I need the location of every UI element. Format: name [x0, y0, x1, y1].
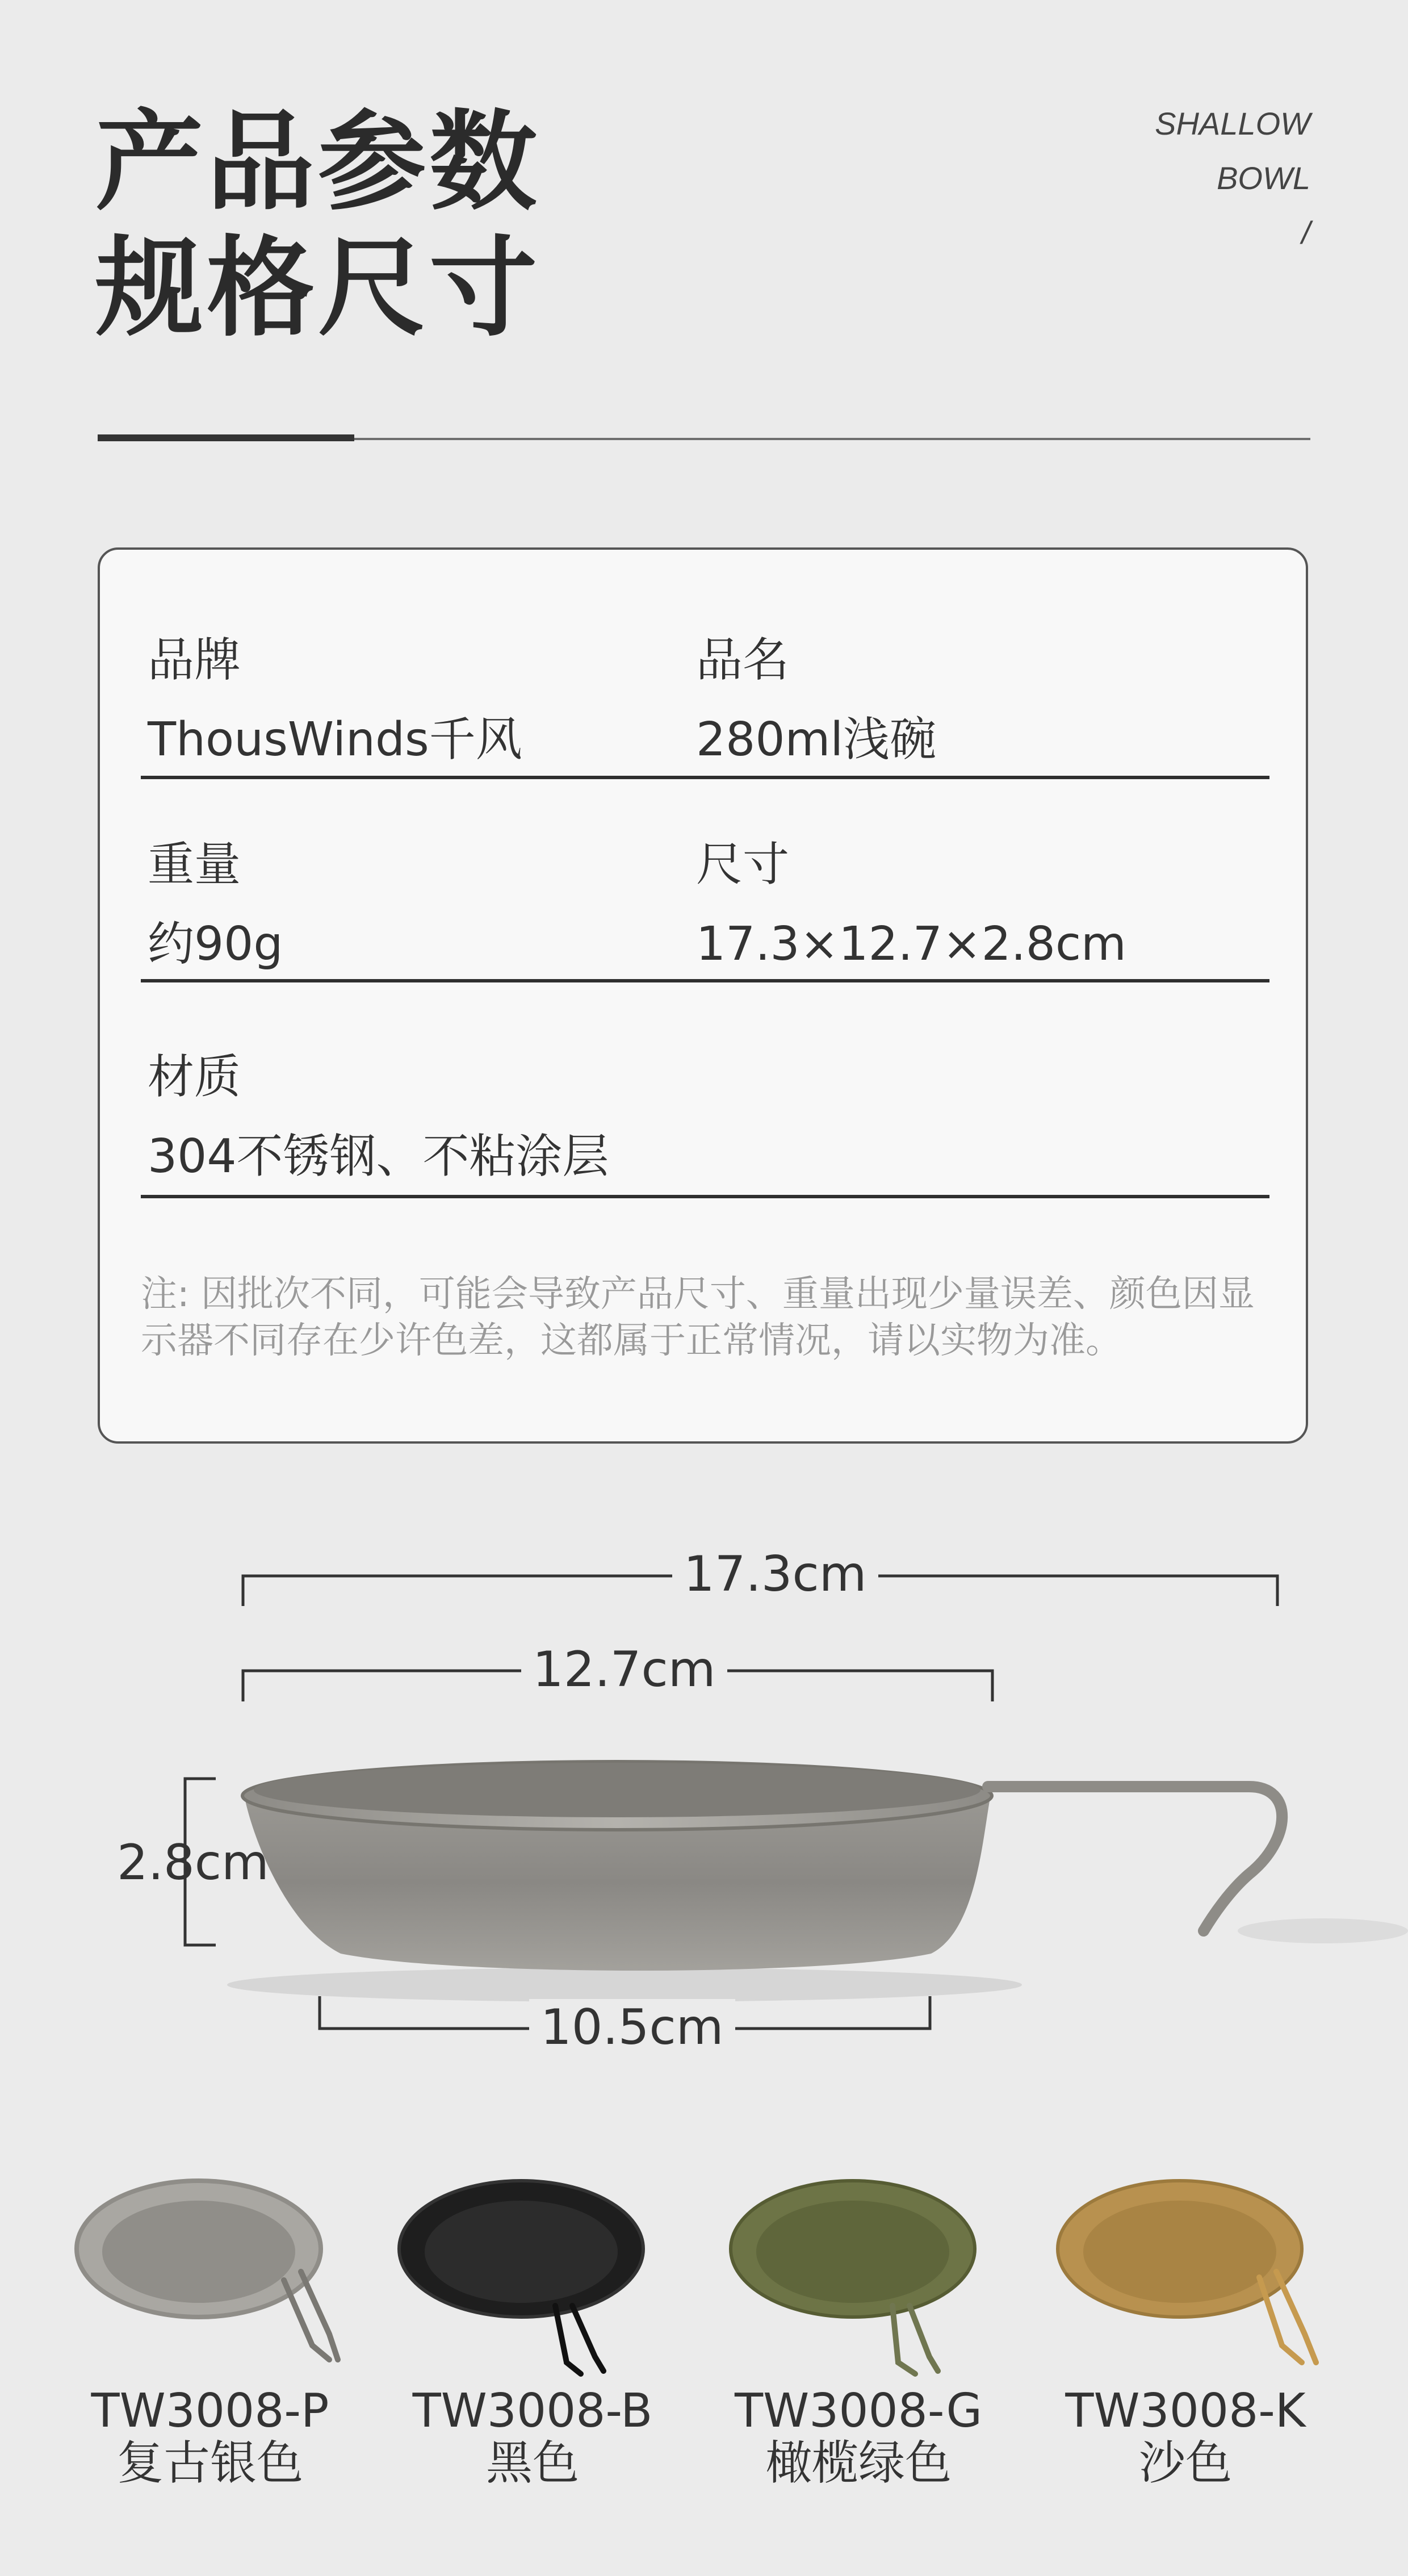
spec-row-material — [141, 1046, 1269, 1198]
bowl-sand-icon — [1038, 2135, 1333, 2385]
size-value: 17.3×12.7×2.8cm — [696, 917, 1126, 971]
dim-label-height: 2.8cm — [117, 1834, 269, 1891]
weight-value: 约90g — [148, 917, 283, 971]
variant-name: 黑色 — [485, 2436, 579, 2490]
variant-silver — [51, 2135, 369, 2490]
spec-card — [98, 547, 1308, 1444]
bowl-shadow — [227, 1968, 1022, 2002]
variant-code: TW3008-G — [735, 2384, 982, 2438]
handle-shadow — [1238, 1918, 1408, 1943]
variant-black — [374, 2135, 692, 2490]
bowl-handle — [988, 1787, 1282, 1931]
bowl-olive-icon — [711, 2135, 1006, 2385]
en-line-3: / — [1301, 215, 1310, 250]
variant-code: TW3008-P — [91, 2384, 329, 2438]
en-line-1: SHALLOW — [1155, 106, 1310, 141]
dim-label-base: 10.5cm — [529, 1999, 735, 2056]
variant-name: 沙色 — [1138, 2436, 1232, 2490]
bowl-black-icon — [385, 2135, 680, 2385]
spec-cell-weight — [148, 834, 283, 976]
dim-label-total: 17.3cm — [672, 1546, 878, 1603]
variant-sand — [1026, 2135, 1344, 2490]
name-label: 品名 — [696, 633, 790, 687]
material-value: 304不锈钢、不粘涂层 — [148, 1130, 609, 1184]
dim-label-bowl: 12.7cm — [521, 1641, 727, 1698]
material-label: 材质 — [148, 1050, 241, 1104]
size-label: 尺寸 — [696, 838, 790, 892]
spec-cell-material — [148, 1046, 609, 1188]
page-title — [95, 99, 540, 352]
header-divider-accent — [98, 434, 354, 441]
spec-row-weight — [141, 834, 1269, 982]
spec-cell-size — [696, 834, 1126, 976]
variant-code: TW3008-K — [1065, 2384, 1306, 2438]
disclaimer-note: 注: 因批次不同，可能会导致产品尺寸、重量出现少量误差、颜色因显示器不同存在少许色差，这都属于正常情况，请以实物为准。 — [141, 1273, 1255, 1362]
weight-label: 重量 — [148, 838, 241, 892]
title-line-1: 产品参数 — [95, 99, 541, 225]
dimension-diagram — [0, 1477, 1408, 2056]
bowl-silver-icon — [62, 2135, 358, 2385]
title-line-2: 规格尺寸 — [95, 225, 541, 351]
english-tag — [1155, 97, 1310, 260]
variant-name: 橄榄绿色 — [765, 2436, 952, 2490]
bowl-inner — [254, 1763, 980, 1817]
variant-olive — [699, 2135, 1017, 2490]
name-value: 280ml浅碗 — [696, 713, 937, 767]
brand-label: 品牌 — [148, 633, 241, 687]
color-variants — [0, 2135, 1408, 2510]
brand-value: ThousWinds千风 — [148, 713, 522, 767]
spec-cell-brand — [148, 629, 522, 771]
variant-code: TW3008-B — [412, 2384, 653, 2438]
spec-cell-name — [696, 629, 936, 771]
variant-name: 复古银色 — [116, 2436, 303, 2490]
spec-row-brand — [141, 629, 1269, 779]
en-line-2: BOWL — [1217, 160, 1310, 196]
